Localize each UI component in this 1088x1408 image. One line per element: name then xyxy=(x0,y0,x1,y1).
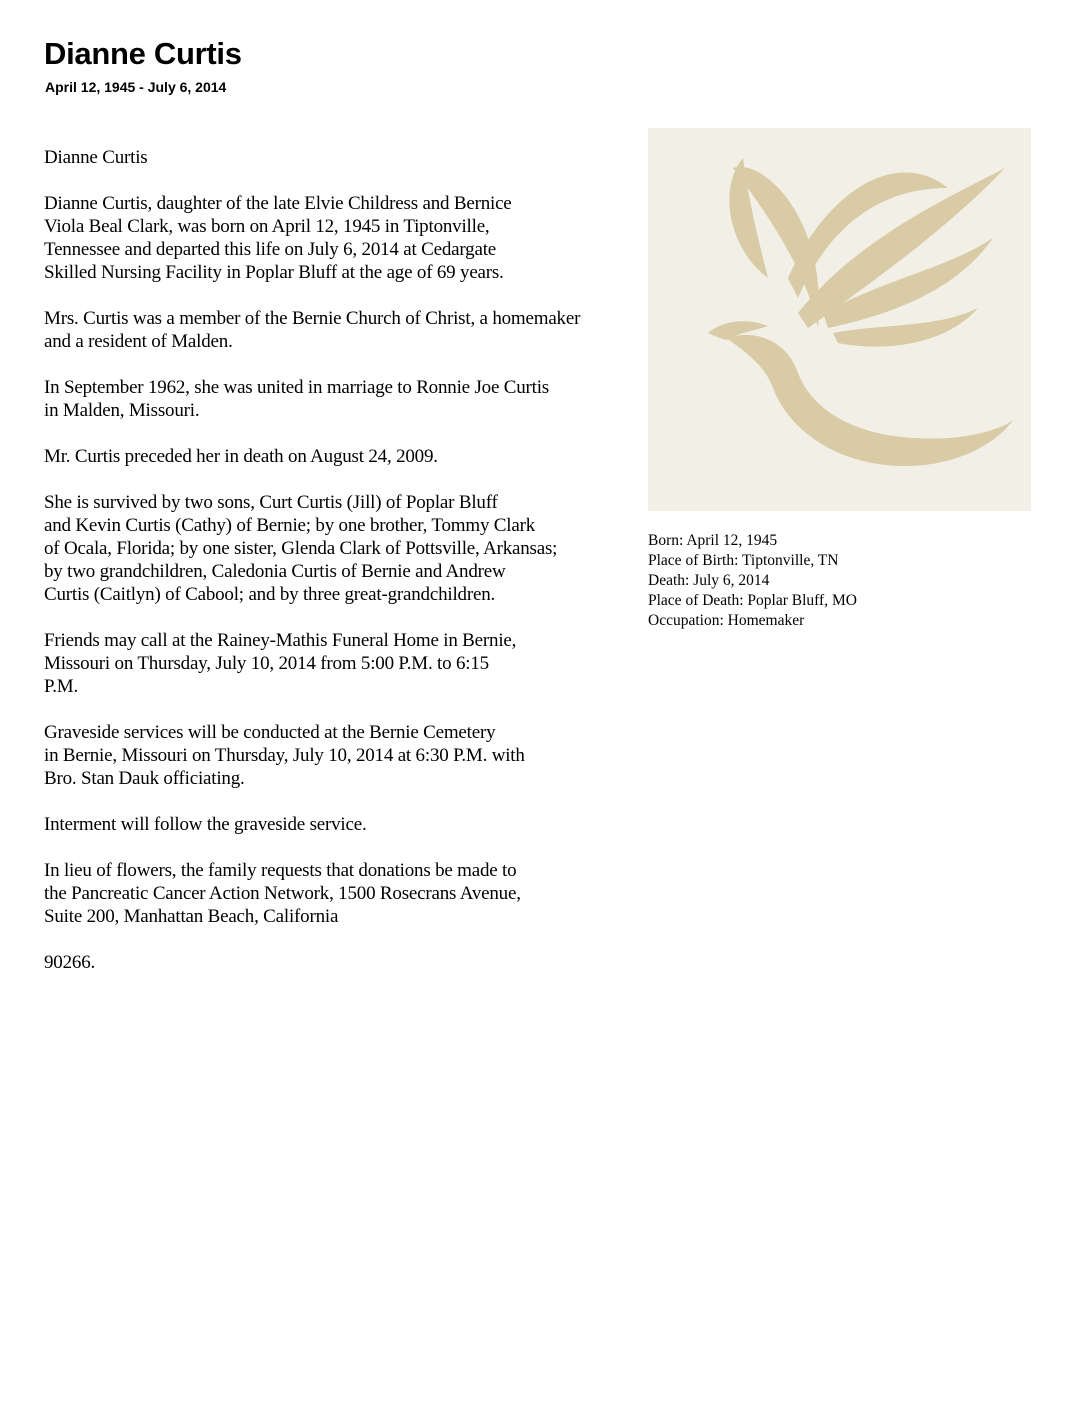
fact-place-of-birth: Place of Birth: Tiptonville, TN xyxy=(648,552,839,569)
memorial-image xyxy=(648,128,1031,511)
obituary-body xyxy=(44,146,674,997)
deceased-name: Dianne Curtis xyxy=(44,36,242,71)
fact-death: Death: July 6, 2014 xyxy=(648,572,770,589)
obituary-paragraph: Graveside services will be conducted at the Bernie Cemetery in Bernie, Missouri on Thursday, July 10, 2014 at 6:30 P.M. with Bro. Stan Dauk officiating. xyxy=(44,722,525,789)
obituary-paragraph: Mr. Curtis preceded her in death on August 24, 2009. xyxy=(44,446,438,467)
life-dates: April 12, 1945 - July 6, 2014 xyxy=(45,79,227,95)
dove-icon xyxy=(648,128,1031,511)
obituary-paragraph: Mrs. Curtis was a member of the Bernie Church of Christ, a homemaker and a resident of Malden. xyxy=(44,308,581,352)
obituary-paragraph: Dianne Curtis xyxy=(44,147,148,168)
obituary-paragraph: In September 1962, she was united in marriage to Ronnie Joe Curtis in Malden, Missouri. xyxy=(44,377,549,421)
obituary-paragraph: In lieu of flowers, the family requests that donations be made to the Pancreatic Cancer Action Network, 1500 Rosecrans Avenue, Suite 200, Manhattan Beach, California xyxy=(44,860,521,927)
obituary-paragraph: Friends may call at the Rainey-Mathis Funeral Home in Bernie, Missouri on Thursday, July 10, 2014 from 5:00 P.M. to 6:15 P.M. xyxy=(44,630,517,697)
vital-facts xyxy=(648,531,857,631)
obituary-paragraph: Interment will follow the graveside service. xyxy=(44,814,367,835)
obituary-paragraph: 90266. xyxy=(44,952,96,973)
fact-born: Born: April 12, 1945 xyxy=(648,532,778,549)
obituary-paragraph: She is survived by two sons, Curt Curtis (Jill) of Poplar Bluff and Kevin Curtis (Cathy) of Bernie; by one brother, Tommy Clark of Ocala, Florida; by one sister, Glenda Clark of Pottsville, Arkansas; by two grandchildren, Caledonia Curtis of Bernie and Andrew Curtis (Caitlyn) of Cabool; and by three great-grandchildren. xyxy=(44,492,558,605)
fact-place-of-death: Place of Death: Poplar Bluff, MO xyxy=(648,592,857,609)
obituary-paragraph: Dianne Curtis, daughter of the late Elvie Childress and Bernice Viola Beal Clark, was born on April 12, 1945 in Tiptonville, Tennessee and departed this life on July 6, 2014 at Cedargate Skilled Nursing Facility in Poplar Bluff at the age of 69 years. xyxy=(44,193,512,283)
fact-occupation: Occupation: Homemaker xyxy=(648,612,805,629)
